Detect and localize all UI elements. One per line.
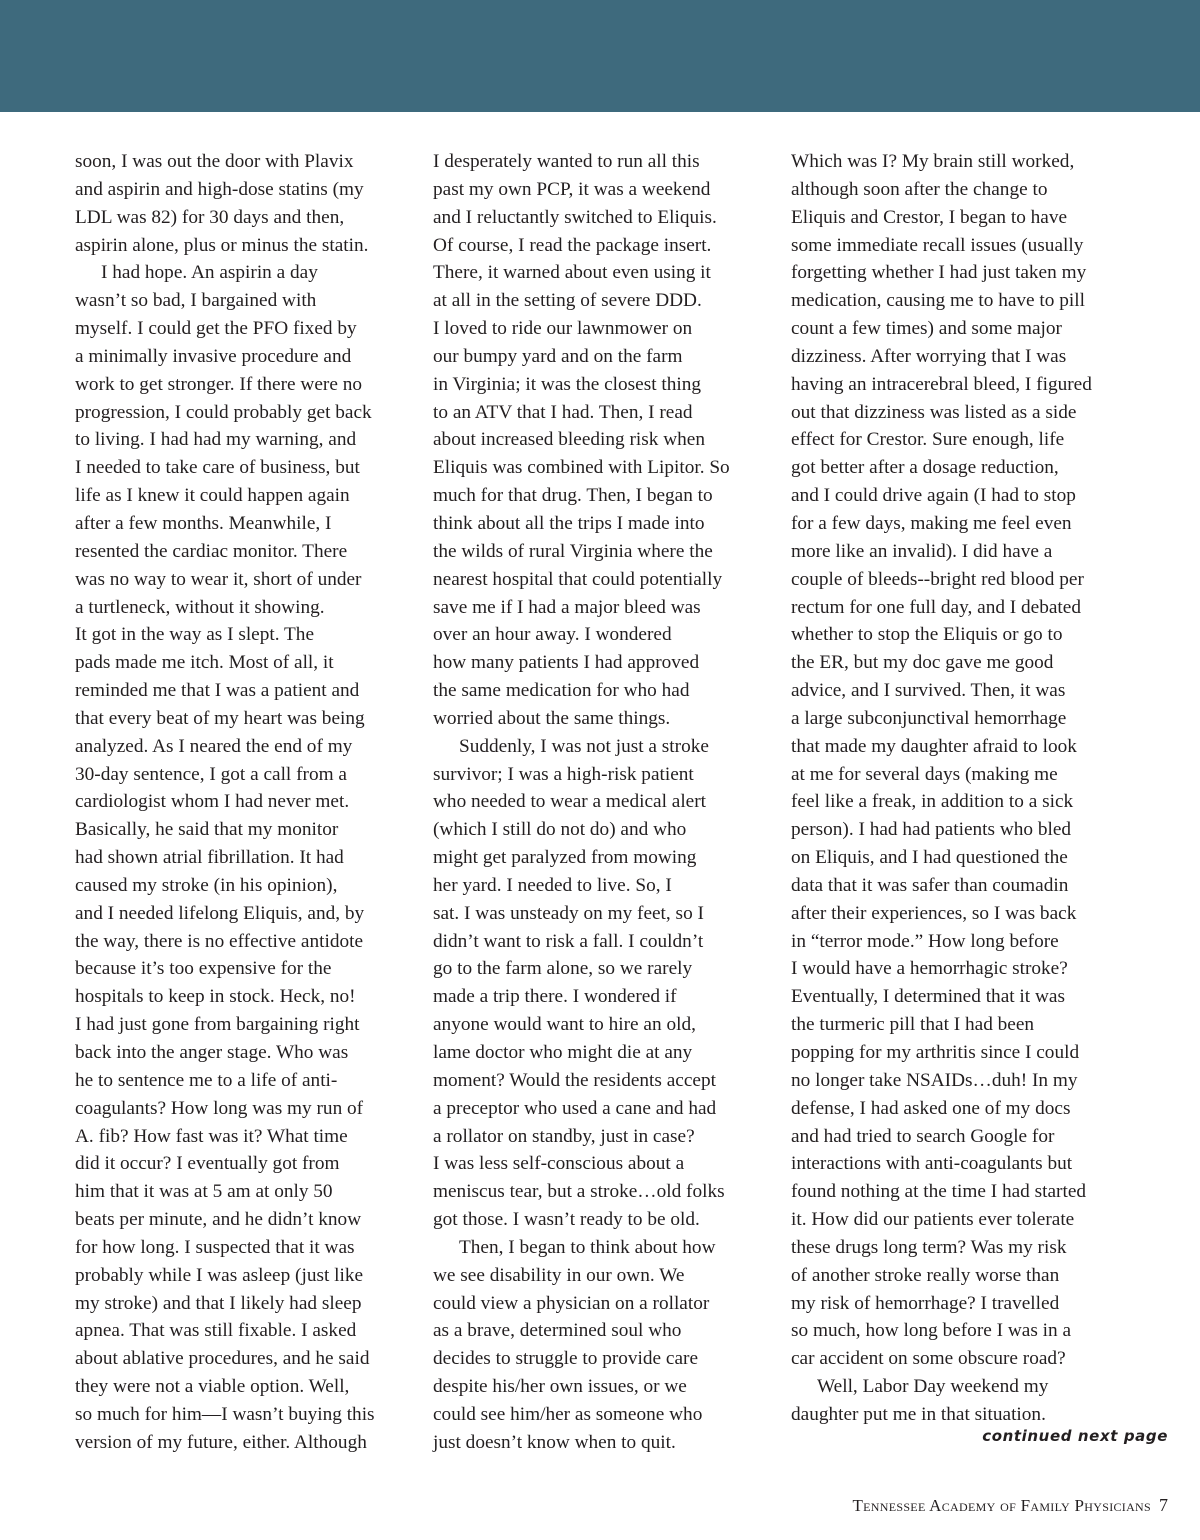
text-line: past my own PCP, it was a weekend: [433, 178, 711, 200]
text-line: daughter put me in that situation.: [791, 1403, 1046, 1425]
text-line: lame doctor who might die at any: [433, 1042, 693, 1063]
text-line: Basically, he said that my monitor: [75, 819, 339, 841]
text-line: a large subconjunctival hemorrhage: [791, 707, 1067, 729]
text-line: I was less self-conscious about a: [433, 1153, 685, 1175]
text-line: I needed to take care of business, but: [75, 457, 360, 479]
text-line: in “terror mode.” How long before: [791, 930, 1059, 952]
text-line: cardiologist whom I had never met.: [75, 791, 350, 813]
text-line: my risk of hemorrhage? I travelled: [791, 1292, 1060, 1314]
text-line: that made my daughter afraid to look: [791, 735, 1077, 757]
text-line: I had hope. An aspirin a day: [101, 262, 318, 284]
text-line: a preceptor who used a cane and had: [433, 1097, 717, 1119]
text-line: the ER, but my doc gave me good: [791, 652, 1054, 674]
text-line: on Eliquis, and I had questioned the: [791, 847, 1068, 869]
text-line: LDL was 82) for 30 days and then,: [75, 206, 345, 228]
text-line: found nothing at the time I had started: [791, 1181, 1087, 1203]
text-line: survivor; I was a high-risk patient: [433, 763, 694, 785]
text-line: probably while I was asleep (just like: [75, 1264, 364, 1286]
text-line: Which was I? My brain still worked,: [791, 151, 1075, 172]
text-line: moment? Would the residents accept: [433, 1069, 716, 1091]
text-line: hospitals to keep in stock. Heck, no!: [75, 986, 356, 1008]
text-line: worried about the same things.: [433, 707, 671, 729]
text-line: Eliquis was combined with Lipitor. So: [433, 457, 730, 479]
text-line: the way, there is no effective antidote: [75, 930, 364, 952]
text-line: about increased bleeding risk when: [433, 429, 705, 451]
text-line: about ablative procedures, and he said: [75, 1348, 370, 1370]
text-line: despite his/her own issues, or we: [433, 1376, 687, 1398]
text-line: beats per minute, and he didn’t know: [75, 1209, 362, 1231]
text-line: Well, Labor Day weekend my: [817, 1376, 1049, 1398]
text-line: advice, and I survived. Then, it was: [791, 680, 1066, 702]
text-line: Suddenly, I was not just a stroke: [459, 735, 709, 757]
text-line: There, it warned about even using it: [433, 262, 711, 284]
text-line: I had just gone from bargaining right: [75, 1014, 360, 1036]
text-line: for a few days, making me feel even: [791, 512, 1072, 534]
text-line: a rollator on standby, just in case?: [433, 1125, 695, 1147]
text-line: car accident on some obscure road?: [791, 1348, 1066, 1370]
text-line: I desperately wanted to run all this: [433, 151, 700, 172]
text-line: decides to struggle to provide care: [433, 1348, 699, 1370]
text-line: reminded me that I was a patient and: [75, 680, 360, 702]
text-line: interactions with anti-coagulants but: [791, 1153, 1073, 1175]
text-line: had shown atrial fibrillation. It had: [75, 847, 344, 869]
text-line: got those. I wasn’t ready to be old.: [433, 1209, 700, 1231]
text-line: out that dizziness was listed as a side: [791, 401, 1077, 423]
text-line: the same medication for who had: [433, 680, 690, 702]
text-line: didn’t want to risk a fall. I couldn’t: [433, 930, 704, 952]
text-line: no longer take NSAIDs…duh! In my: [791, 1069, 1078, 1091]
text-line: work to get stronger. If there were no: [75, 373, 362, 395]
text-column-1: [75, 148, 420, 1457]
page-footer: [852, 1495, 1168, 1516]
text-line: was no way to wear it, short of under: [75, 568, 362, 590]
text-line: and I could drive again (I had to stop: [791, 485, 1076, 507]
text-line: although soon after the change to: [791, 178, 1048, 200]
text-line: save me if I had a major bleed was: [433, 596, 701, 618]
text-line: version of my future, either. Although: [75, 1431, 367, 1453]
text-column-2: [433, 148, 778, 1457]
text-line: anyone would want to hire an old,: [433, 1014, 696, 1036]
text-line: It got in the way as I slept. The: [75, 624, 315, 646]
text-line: as a brave, determined soul who: [433, 1320, 682, 1342]
text-line: count a few times) and some major: [791, 318, 1062, 340]
text-line: dizziness. After worrying that I was: [791, 345, 1067, 367]
text-line: (which I still do not do) and who: [433, 819, 687, 841]
text-line: Eventually, I determined that it was: [791, 986, 1065, 1008]
text-line: myself. I could get the PFO fixed by: [75, 318, 357, 340]
text-line: Then, I began to think about how: [459, 1236, 716, 1258]
text-line: so much, how long before I was in a: [791, 1320, 1072, 1342]
text-line: rectum for one full day, and I debated: [791, 596, 1081, 618]
text-line: pads made me itch. Most of all, it: [75, 652, 334, 674]
text-line: forgetting whether I had just taken my: [791, 262, 1087, 284]
text-line: and had tried to search Google for: [791, 1125, 1055, 1147]
text-line: and I reluctantly switched to Eliquis.: [433, 206, 717, 228]
text-line: Eliquis and Crestor, I began to have: [791, 206, 1068, 228]
text-line: a turtleneck, without it showing.: [75, 596, 325, 618]
text-line: these drugs long term? Was my risk: [791, 1236, 1067, 1258]
text-line: I loved to ride our lawnmower on: [433, 318, 693, 340]
text-line: I would have a hemorrhagic stroke?: [791, 958, 1068, 980]
text-line: progression, I could probably get back: [75, 401, 372, 423]
text-line: he to sentence me to a life of anti-: [75, 1069, 338, 1091]
text-line: to living. I had had my warning, and: [75, 429, 357, 451]
text-column-3: [791, 148, 1136, 1429]
text-line: and I needed lifelong Eliquis, and, by: [75, 902, 365, 924]
text-line: person). I had had patients who bled: [791, 819, 1072, 841]
text-line: meniscus tear, but a stroke…old folks: [433, 1181, 725, 1203]
text-line: aspirin alone, plus or minus the statin.: [75, 234, 369, 256]
text-line: made a trip there. I wondered if: [433, 986, 677, 1008]
text-line: A. fib? How fast was it? What time: [75, 1125, 348, 1147]
text-line: to an ATV that I had. Then, I read: [433, 401, 693, 423]
text-line: couple of bleeds--bright red blood per: [791, 568, 1084, 590]
text-line: could view a physician on a rollator: [433, 1292, 710, 1314]
text-line: more like an invalid). I did have a: [791, 540, 1053, 562]
text-line: medication, causing me to have to pill: [791, 290, 1085, 312]
text-line: at all in the setting of severe DDD.: [433, 290, 702, 312]
text-line: our bumpy yard and on the farm: [433, 345, 683, 367]
text-line: who needed to wear a medical alert: [433, 791, 707, 813]
text-line: the turmeric pill that I had been: [791, 1014, 1035, 1036]
text-line: effect for Crestor. Sure enough, life: [791, 429, 1065, 451]
page-number: 7: [1159, 1495, 1168, 1515]
text-line: data that it was safer than coumadin: [791, 874, 1069, 896]
text-line: wasn’t so bad, I bargained with: [75, 290, 317, 312]
text-line: Of course, I read the package insert.: [433, 234, 712, 256]
text-line: apnea. That was still fixable. I asked: [75, 1320, 357, 1342]
text-line: how many patients I had approved: [433, 652, 700, 674]
text-line: life as I knew it could happen again: [75, 485, 350, 507]
text-line: might get paralyzed from mowing: [433, 847, 697, 869]
text-line: over an hour away. I wondered: [433, 624, 672, 646]
text-line: some immediate recall issues (usually: [791, 234, 1084, 256]
text-line: popping for my arthritis since I could: [791, 1042, 1080, 1063]
text-line: my stroke) and that I likely had sleep: [75, 1292, 362, 1314]
text-line: that every beat of my heart was being: [75, 707, 365, 729]
text-line: a minimally invasive procedure and: [75, 345, 352, 367]
text-line: just doesn’t know when to quit.: [433, 1431, 676, 1453]
text-line: analyzed. As I neared the end of my: [75, 735, 353, 757]
text-line: having an intracerebral bleed, I figured: [791, 373, 1092, 395]
text-line: soon, I was out the door with Plavix: [75, 151, 354, 172]
header-band: [0, 0, 1200, 112]
text-line: her yard. I needed to live. So, I: [433, 874, 672, 896]
text-line: him that it was at 5 am at only 50: [75, 1181, 333, 1203]
text-line: the wilds of rural Virginia where the: [433, 540, 713, 562]
text-line: feel like a freak, in addition to a sick: [791, 791, 1074, 813]
text-line: caused my stroke (in his opinion),: [75, 874, 338, 896]
text-line: whether to stop the Eliquis or go to: [791, 624, 1063, 646]
text-line: in Virginia; it was the closest thing: [433, 373, 702, 395]
text-line: it. How did our patients ever tolerate: [791, 1209, 1075, 1231]
text-line: and aspirin and high-dose statins (my: [75, 178, 364, 200]
text-line: much for that drug. Then, I began to: [433, 485, 713, 507]
text-line: think about all the trips I made into: [433, 512, 705, 534]
text-line: of another stroke really worse than: [791, 1264, 1060, 1286]
text-line: did it occur? I eventually got from: [75, 1153, 340, 1175]
text-line: at me for several days (making me: [791, 763, 1058, 785]
text-line: back into the anger stage. Who was: [75, 1042, 349, 1063]
text-line: because it’s too expensive for the: [75, 958, 332, 980]
text-line: resented the cardiac monitor. There: [75, 540, 348, 562]
text-line: coagulants? How long was my run of: [75, 1097, 364, 1119]
text-line: sat. I was unsteady on my feet, so I: [433, 902, 704, 924]
text-line: after a few months. Meanwhile, I: [75, 512, 332, 534]
text-line: defense, I had asked one of my docs: [791, 1097, 1071, 1119]
text-line: for how long. I suspected that it was: [75, 1236, 355, 1258]
text-line: nearest hospital that could potentially: [433, 568, 723, 590]
text-line: so much for him—I wasn’t buying this: [75, 1403, 375, 1425]
text-line: got better after a dosage reduction,: [791, 457, 1059, 479]
text-line: 30-day sentence, I got a call from a: [75, 763, 347, 785]
footer-organization: Tennessee Academy of Family Physicians: [852, 1496, 1151, 1515]
text-line: they were not a viable option. Well,: [75, 1376, 350, 1398]
text-line: go to the farm alone, so we rarely: [433, 958, 693, 980]
continued-next-page: continued next page: [982, 1427, 1168, 1445]
text-line: we see disability in our own. We: [433, 1264, 685, 1286]
text-line: after their experiences, so I was back: [791, 902, 1077, 924]
text-line: could see him/her as someone who: [433, 1403, 703, 1425]
